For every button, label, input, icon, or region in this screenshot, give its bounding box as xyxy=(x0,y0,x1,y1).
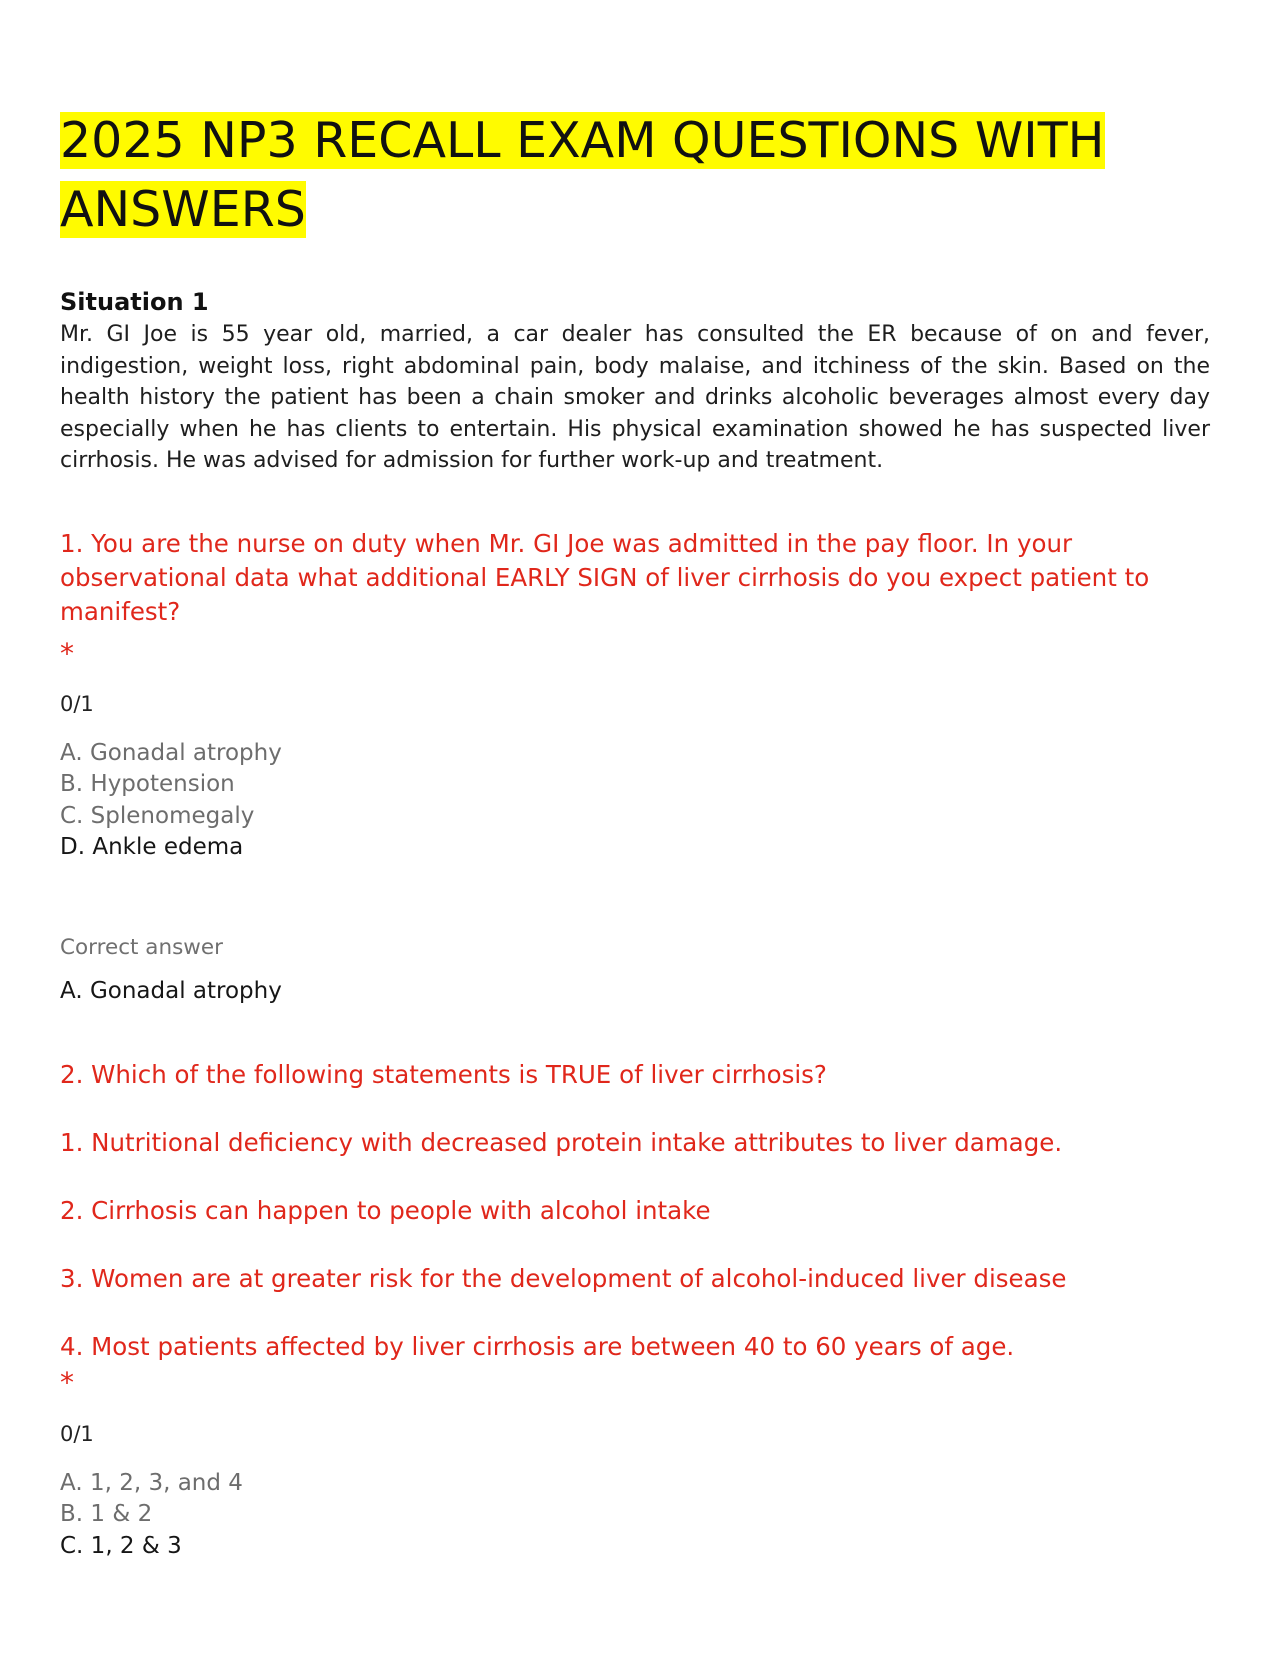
title-highlight: 2025 NP3 RECALL EXAM QUESTIONS WITH ANSWERS xyxy=(60,112,1105,238)
question-2-options xyxy=(60,1468,1210,1563)
option-b[interactable]: B. 1 & 2 xyxy=(60,1501,153,1527)
required-mark: * xyxy=(60,636,74,670)
question-1-options xyxy=(60,738,1210,864)
question-2-statement-1: 1. Nutritional deficiency with decreased protein intake attributes to liver damage. xyxy=(60,1127,1063,1157)
correct-answer-label: Correct answer xyxy=(60,934,223,960)
option-a[interactable]: A. 1, 2, 3, and 4 xyxy=(60,1469,243,1496)
required-mark: * xyxy=(60,1365,74,1399)
option-b[interactable]: B. Hypotension xyxy=(60,771,235,797)
option-a[interactable]: A. Gonadal atrophy xyxy=(60,739,282,766)
question-2-statement-4: 4. Most patients affected by liver cirrhosis are between 40 to 60 years of age. xyxy=(60,1331,1015,1361)
correct-answer-value: A. Gonadal atrophy xyxy=(60,977,282,1004)
question-2-statement-2: 2. Cirrhosis can happen to people with alcohol intake xyxy=(60,1195,711,1225)
situation-section xyxy=(60,287,1210,477)
option-c[interactable]: C. Splenomegaly xyxy=(60,802,255,829)
question-2-statement-3: 3. Women are at greater risk for the development of alcohol-induced liver disease xyxy=(60,1263,1067,1293)
situation-text: Mr. GI Joe is 55 year old, married, a car dealer has consulted the ER because of on and fever, indigestion, weight loss, right abdominal pain, body malaise, and itchiness of the skin. Based on the health history the patient has been a chain smoker and drinks alcoholic beverages almost every day especially when he has clients to entertain. His physical examination showed he has suspected liver cirrhosis. He was advised for admission for further work-up and treatment. xyxy=(60,322,1210,473)
situation-heading: Situation 1 xyxy=(60,288,209,316)
question-2 xyxy=(60,1058,1210,1563)
question-1-score: 0/1 xyxy=(60,691,94,716)
option-d-selected[interactable]: D. Ankle edema xyxy=(60,834,244,860)
question-1 xyxy=(60,527,1210,1006)
exam-document xyxy=(60,106,1210,1562)
question-2-text: 2. Which of the following statements is TRUE of liver cirrhosis? xyxy=(60,1059,827,1089)
question-1-text: 1. You are the nurse on duty when Mr. GI Joe was admitted in the pay floor. In your observational data what additional EARLY SIGN of liver cirrhosis do you expect patient to manifest? xyxy=(60,528,1150,626)
document-title xyxy=(60,106,1210,244)
option-c-selected[interactable]: C. 1, 2 & 3 xyxy=(60,1532,182,1559)
question-2-score: 0/1 xyxy=(60,1421,94,1446)
